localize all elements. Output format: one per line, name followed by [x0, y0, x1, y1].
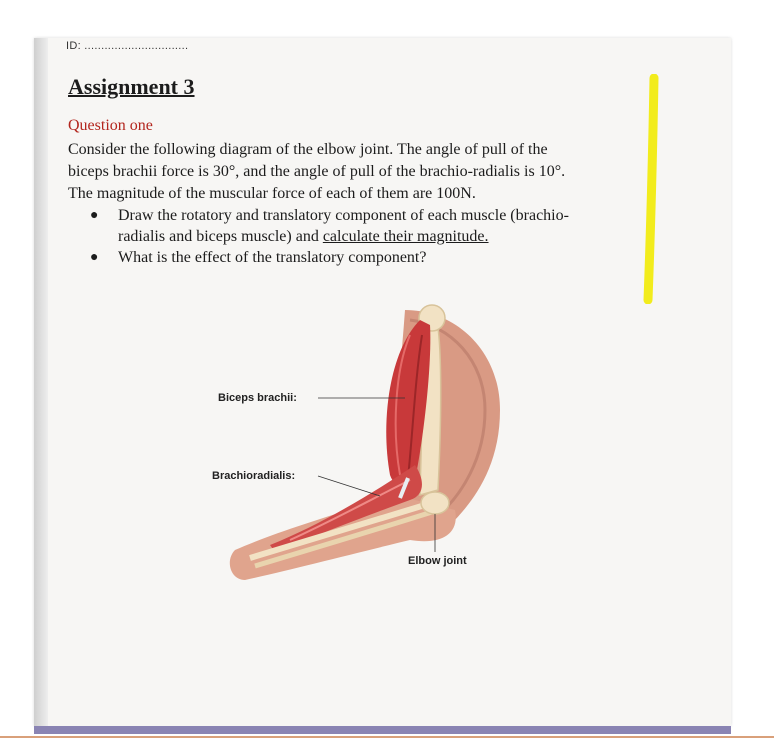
- elbow-joint-diagram: [210, 290, 520, 590]
- bullet-item: [90, 247, 650, 268]
- intro-line: The magnitude of the muscular force of each of them are 100N.: [68, 185, 476, 202]
- bullet-underlined-text: calculate their magnitude.: [322, 228, 489, 245]
- bullet-dot-icon: ●: [90, 208, 99, 223]
- bullet-text: What is the effect of the translatory component?: [118, 249, 427, 266]
- question-heading: Question one: [68, 117, 153, 134]
- bullet-dot-icon: ●: [90, 250, 99, 265]
- bottom-divider: [0, 736, 774, 738]
- id-field: ID: ...............................: [66, 40, 189, 52]
- bullet-text: Draw the rotatory and translatory component of each muscle (brachio-: [118, 207, 569, 224]
- brachioradialis-label: Brachioradialis:: [212, 470, 296, 482]
- bullet-item: [90, 205, 650, 247]
- bullet-text: radialis and biceps muscle) and: [118, 228, 323, 245]
- assignment-title: Assignment 3: [68, 74, 195, 99]
- bullet-list: [90, 205, 650, 268]
- elbow-joint-label: Elbow joint: [408, 555, 467, 567]
- page-edge-shadow: [34, 38, 48, 726]
- biceps-brachii-label: Biceps brachii:: [218, 392, 297, 404]
- yellow-highlighter-mark: [640, 74, 662, 304]
- intro-line: biceps brachii force is 30°, and the angle of pull of the brachio-radialis is 10°.: [68, 163, 566, 180]
- question-intro: [68, 139, 668, 205]
- bottom-bar: [34, 726, 731, 734]
- intro-line: Consider the following diagram of the elbow joint. The angle of pull of the: [68, 141, 548, 158]
